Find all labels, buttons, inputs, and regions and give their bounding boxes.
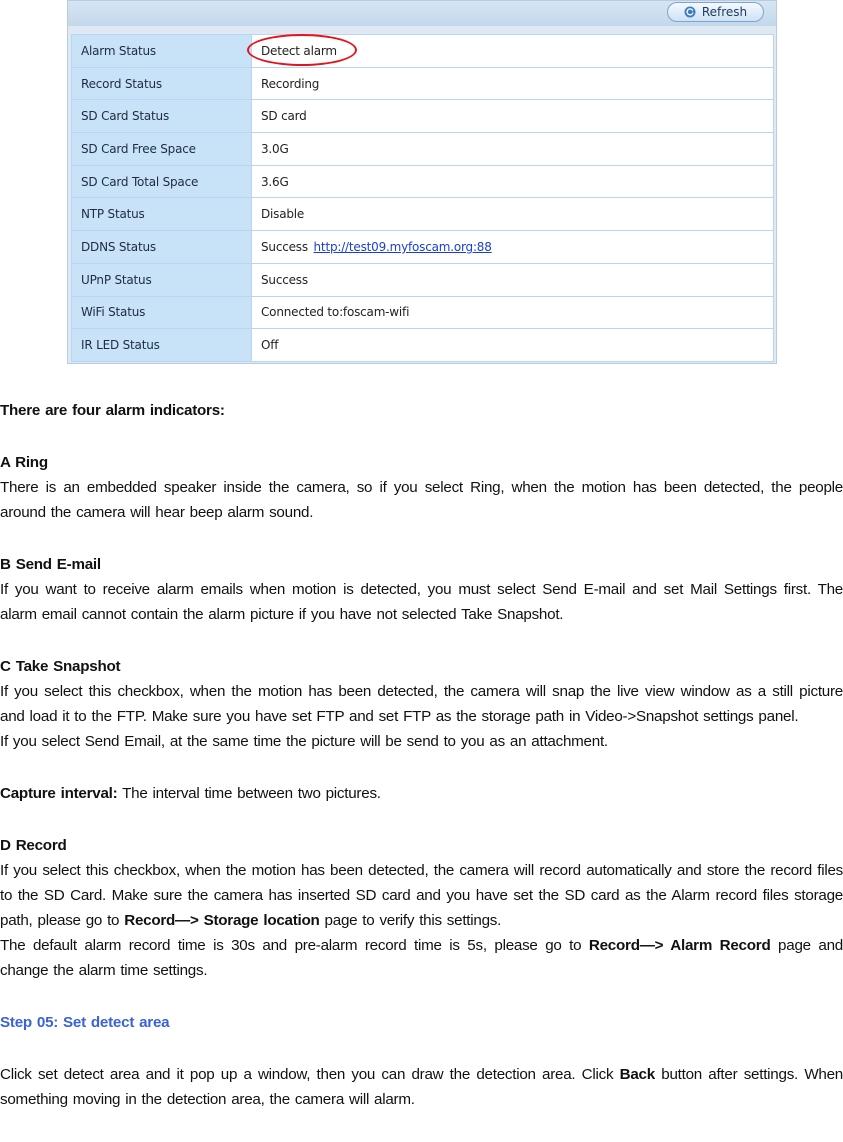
- wifi-status-label: WiFi Status: [72, 296, 252, 329]
- table-row: [72, 165, 774, 198]
- refresh-label: Refresh: [701, 5, 748, 19]
- back-button-ref: Back: [619, 1066, 655, 1083]
- snapshot-paragraph: If you select this checkbox, when the motion has been detected, the camera will snap the live view window as a still picture and load it to the FTP. Make sure you have set FTP and set FTP as the storage path in Video->Snapshot settings panel.: [0, 683, 843, 725]
- document-body: [0, 398, 843, 1112]
- ring-paragraph: There is an embedded speaker inside the camera, so if you select Ring, when the motion has been detected, the people around the camera will hear beep alarm sound.: [0, 479, 843, 521]
- upnp-status-label: UPnP Status: [72, 263, 252, 296]
- step-heading: Step 05: Set detect area: [0, 1014, 170, 1031]
- snapshot-heading: C Take Snapshot: [0, 658, 121, 675]
- record-paragraph-2: [0, 933, 843, 983]
- record-status-label: Record Status: [72, 67, 252, 100]
- capture-interval-text: The interval time between two pictures.: [117, 785, 381, 802]
- email-heading: B Send E-mail: [0, 556, 101, 573]
- final-text-b: button after settings. When something moving in the detection area, the camera will alarm.: [0, 1066, 843, 1108]
- camera-status-panel: [67, 0, 777, 364]
- ring-heading: A Ring: [0, 454, 48, 471]
- ddns-status-cell: [252, 231, 774, 264]
- table-row: [72, 100, 774, 133]
- ddns-status-label: DDNS Status: [72, 231, 252, 264]
- ntp-status-value: Disable: [252, 198, 774, 231]
- final-text-a: Click set detect area and it pop up a window, then you can draw the detection area. Click: [0, 1066, 620, 1083]
- alarm-status-label: Alarm Status: [72, 35, 252, 68]
- record-text-d: page and change the alarm time settings.: [0, 937, 843, 979]
- table-row: [72, 35, 774, 68]
- ir-led-status-label: IR LED Status: [72, 329, 252, 362]
- record-text-b: page to verify this settings.: [319, 912, 502, 929]
- sd-card-free-space-value: 3.0G: [252, 133, 774, 166]
- final-paragraph: [0, 1062, 843, 1112]
- capture-interval-paragraph: [0, 781, 843, 806]
- record-text-c: The default alarm record time is 30s and pre-alarm record time is 5s, please go to: [0, 937, 589, 954]
- status-toolbar: [68, 1, 776, 26]
- table-row: [72, 329, 774, 362]
- refresh-icon: [684, 6, 696, 18]
- record-text-a: If you select this checkbox, when the motion has been detected, the camera will record automatically and store the record files to the SD Card. Make sure the camera has inserted SD card and you have set the SD card as the Alarm record files storage path, please go to: [0, 862, 843, 929]
- alarm-record-ref: Record—> Alarm Record: [588, 937, 771, 954]
- table-row: [72, 198, 774, 231]
- upnp-status-value: Success: [252, 263, 774, 296]
- record-paragraph: [0, 858, 843, 933]
- sd-card-free-space-label: SD Card Free Space: [72, 133, 252, 166]
- ntp-status-label: NTP Status: [72, 198, 252, 231]
- table-row: [72, 67, 774, 100]
- status-table: [71, 34, 774, 362]
- table-row: [72, 296, 774, 329]
- sd-card-status-value: SD card: [252, 100, 774, 133]
- sd-card-total-space-label: SD Card Total Space: [72, 165, 252, 198]
- ir-led-status-value: Off: [252, 329, 774, 362]
- sd-card-status-label: SD Card Status: [72, 100, 252, 133]
- capture-interval-label: Capture interval:: [0, 785, 118, 802]
- wifi-status-value: Connected to:foscam-wifi: [252, 296, 774, 329]
- record-status-value: Recording: [252, 67, 774, 100]
- record-heading: D Record: [0, 837, 67, 854]
- refresh-button[interactable]: [667, 2, 764, 22]
- snapshot-paragraph-2: If you select Send Email, at the same time the picture will be send to you as an attachment.: [0, 733, 608, 750]
- table-row: [72, 133, 774, 166]
- storage-location-ref: Record—> Storage location: [124, 912, 320, 929]
- table-row: [72, 263, 774, 296]
- email-paragraph: If you want to receive alarm emails when motion is detected, you must select Send E-mail and set Mail Settings first. The alarm email cannot contain the alarm picture if you have not selected Take Snapshot.: [0, 581, 843, 623]
- ddns-status-value: Success: [261, 239, 308, 254]
- sd-card-total-space-value: 3.6G: [252, 165, 774, 198]
- ddns-link[interactable]: http://test09.myfoscam.org:88: [313, 239, 492, 254]
- intro-heading: There are four alarm indicators:: [0, 402, 225, 419]
- alarm-status-value: Detect alarm: [252, 35, 774, 68]
- table-row: [72, 231, 774, 264]
